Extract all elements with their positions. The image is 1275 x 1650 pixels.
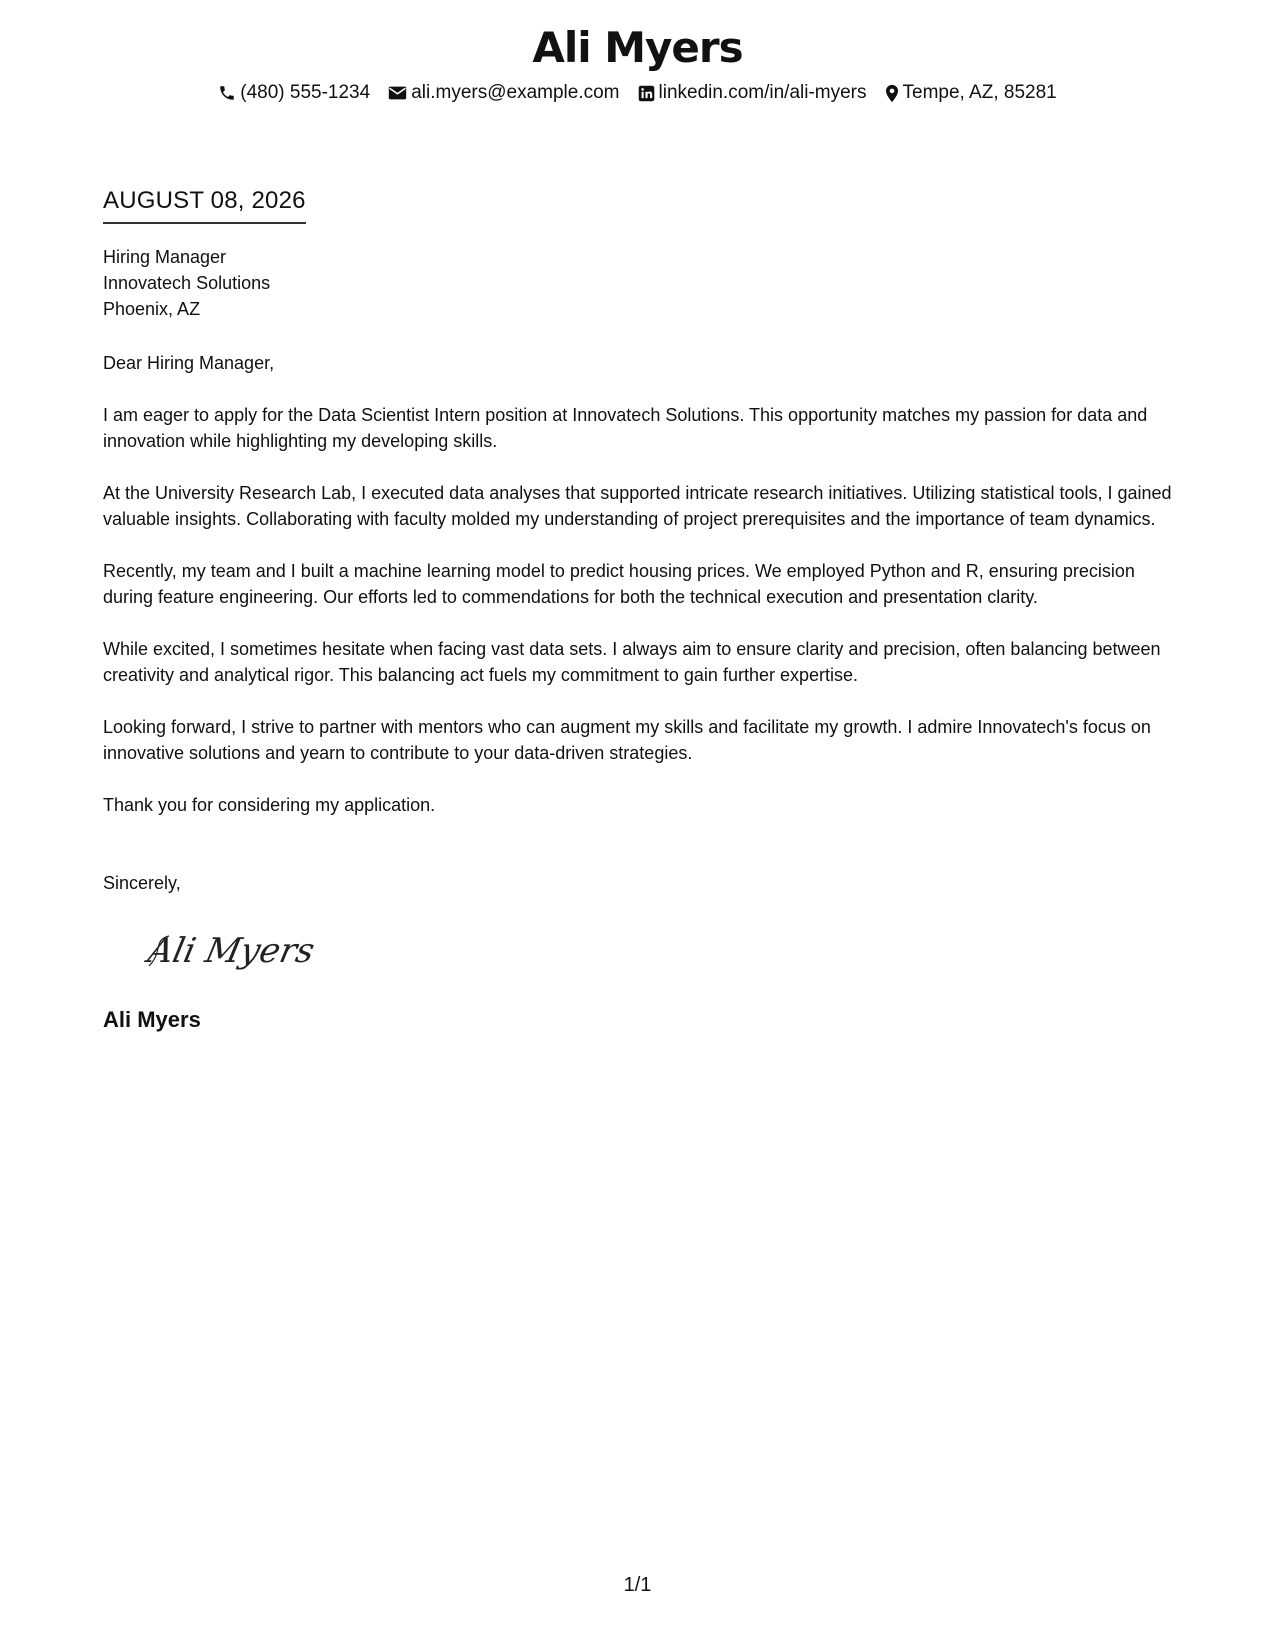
location-text: Tempe, AZ, 85281: [902, 82, 1057, 103]
body-paragraph: Looking forward, I strive to partner with mentors who can augment my skills and facilitate my growth. I admire Innovatech's focus on innovative solutions and yearn to contribute to your data-driven strategies.: [103, 717, 1151, 763]
map-pin-icon: [885, 84, 899, 103]
letter-date: AUGUST 08, 2026: [103, 186, 306, 224]
envelope-icon: [388, 85, 407, 101]
contact-location: [885, 80, 1057, 106]
recipient-location: Phoenix, AZ: [103, 299, 201, 319]
phone-icon: [218, 84, 236, 102]
closing: Sincerely,: [103, 873, 181, 893]
salutation: Dear Hiring Manager,: [103, 353, 275, 373]
page-number: 1/1: [623, 1574, 652, 1596]
body-paragraph: At the University Research Lab, I executed data analyses that supported intricate research initiatives. Utilizing statistical tools, I gained valuable insights. Collaborating with faculty molded my understanding of project prerequisites and the importance of team dynamics.: [103, 483, 1172, 529]
contact-linkedin: [638, 80, 867, 106]
contact-bar: [0, 80, 1275, 106]
contact-email: [388, 80, 619, 106]
body-paragraph: Thank you for considering my application.: [103, 795, 436, 815]
body-paragraph: I am eager to apply for the Data Scientist Intern position at Innovatech Solutions. This opportunity matches my passion for data and innovation while highlighting my developing skills.: [103, 405, 1148, 451]
recipient-company: Innovatech Solutions: [103, 273, 271, 293]
recipient-block: [103, 244, 1183, 322]
letter-body: [103, 186, 1183, 1034]
body-paragraph: Recently, my team and I built a machine learning model to predict housing prices. We employed Python and R, ensuring precision during feature engineering. Our efforts led to commendations for both the technical execution and presentation clarity.: [103, 561, 1135, 607]
svg-text:Ali Myers: Ali Myers: [144, 931, 318, 971]
recipient-title: Hiring Manager: [103, 247, 227, 267]
signature-graphic: [143, 922, 343, 982]
signer-name: Ali Myers: [103, 1007, 201, 1032]
body-paragraph: While excited, I sometimes hesitate when facing vast data sets. I always aim to ensure clarity and precision, often balancing between creativity and analytical rigor. This balancing act fuels my commitment to gain further expertise.: [103, 639, 1161, 685]
handwritten-signature: [143, 922, 1183, 982]
phone-text: (480) 555-1234: [240, 82, 371, 103]
applicant-name: Ali Myers: [532, 23, 743, 72]
linkedin-icon: [638, 85, 655, 102]
letter-header: [0, 20, 1275, 106]
contact-phone: [218, 80, 370, 106]
email-text: ali.myers@example.com: [411, 82, 620, 103]
linkedin-text: linkedin.com/in/ali-myers: [658, 82, 867, 103]
